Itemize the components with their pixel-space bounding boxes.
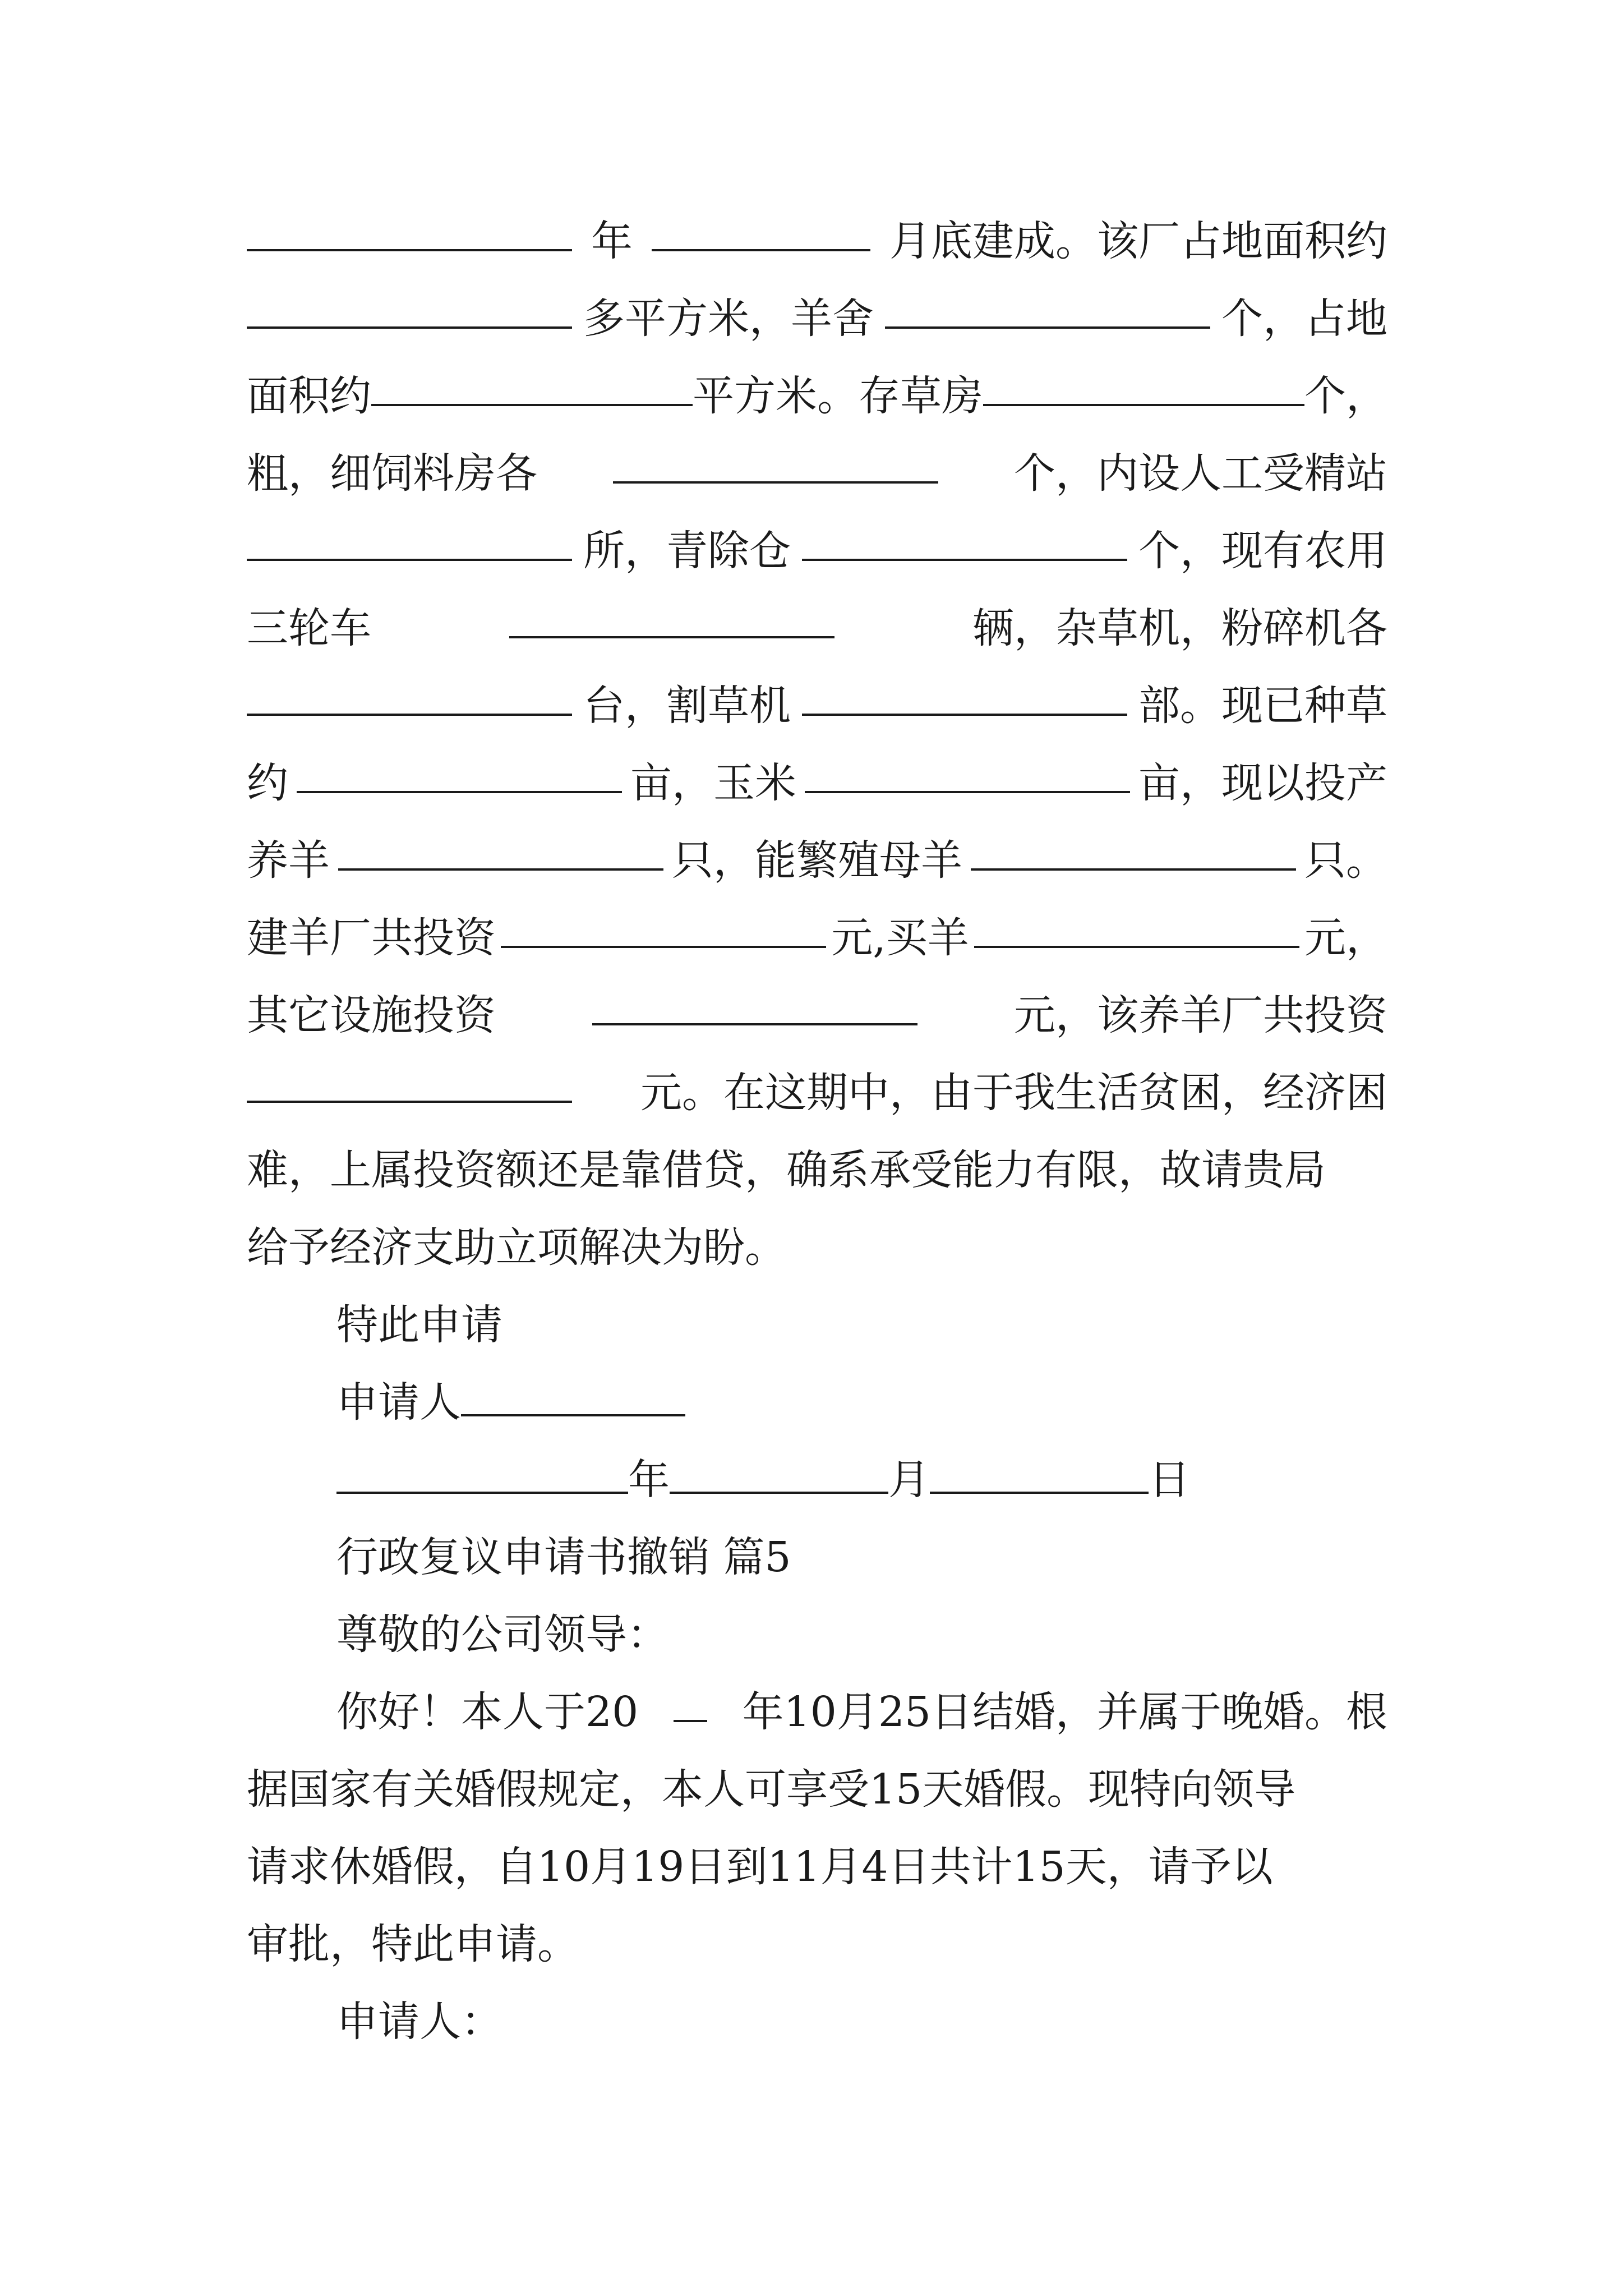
- text-line: [247, 1756, 1387, 1823]
- month-label: 月: [888, 1456, 930, 1504]
- text-segment: 元。在这期中，由于我生活贫困，经济困: [640, 1069, 1387, 1117]
- applicant-label: 申请人：: [336, 1998, 502, 2046]
- text-segment: 行政复议申请书撤销 篇5: [336, 1533, 791, 1581]
- fill-blank: [338, 827, 663, 871]
- year-label: 年: [628, 1456, 670, 1504]
- text-segment: 个，现有农用: [1138, 527, 1387, 575]
- fill-blank: [297, 749, 622, 793]
- text-segment: 尊敬的公司领导：: [336, 1611, 668, 1659]
- text-segment: 建羊厂共投资: [247, 914, 496, 962]
- text-segment: 年: [591, 217, 633, 265]
- text-segment: 亩，玉米: [630, 759, 796, 807]
- closing-text: [336, 1291, 1387, 1359]
- text-line: [247, 285, 1387, 352]
- fill-blank: [371, 362, 693, 406]
- salutation: [336, 1601, 1387, 1668]
- applicant-label: 申请人: [336, 1378, 461, 1427]
- fill-blank: [652, 208, 870, 251]
- fill-blank: [983, 362, 1304, 406]
- text-segment: 给予经济支助立项解决为盼。: [247, 1223, 786, 1272]
- text-segment: 你好！本人于20: [336, 1688, 639, 1736]
- text-segment: 请求休婚假，自10月19日到11月4日共计15天，请予以: [247, 1843, 1273, 1891]
- text-line: [247, 595, 1387, 662]
- text-line: [247, 517, 1387, 585]
- text-line: [336, 1678, 1387, 1746]
- text-line: [247, 440, 1387, 507]
- text-segment: 粗，细饲料房各: [247, 449, 537, 498]
- fill-blank: [247, 1059, 572, 1103]
- text-line: [247, 672, 1387, 739]
- text-segment: 养羊: [247, 836, 330, 885]
- text-segment: 据国家有关婚假规定，本人可享受15天婚假。现特向领导: [247, 1765, 1296, 1814]
- day-blank: [930, 1450, 1149, 1494]
- text-segment: 元，: [1304, 914, 1387, 962]
- text-segment: 元,买羊: [831, 914, 969, 962]
- fill-blank: [247, 285, 572, 329]
- signature-blank: [461, 1373, 685, 1416]
- text-segment: 三轮车: [247, 604, 371, 652]
- signature-line: [336, 1988, 1387, 2055]
- text-segment: 只，能繁殖母羊: [672, 836, 962, 885]
- fill-blank: [974, 904, 1299, 948]
- fill-blank: [885, 285, 1210, 329]
- text-line: [247, 1833, 1387, 1901]
- fill-blank: [802, 517, 1127, 561]
- text-line: [247, 982, 1387, 1049]
- text-line: [247, 827, 1387, 894]
- text-line: [247, 1137, 1387, 1204]
- fill-blank: [247, 208, 572, 251]
- text-segment: 元，该养羊厂共投资: [1014, 991, 1387, 1039]
- text-segment: 年10月25日结婚，并属于晚婚。根: [742, 1688, 1387, 1736]
- text-segment: 个，: [1304, 372, 1387, 420]
- text-line: [247, 904, 1387, 972]
- month-blank: [670, 1450, 888, 1494]
- text-segment: 难，上属投资额还是靠借贷，确系承受能力有限，故请贵局: [247, 1146, 1326, 1194]
- fill-blank: [247, 672, 572, 716]
- text-line: [247, 208, 1387, 275]
- text-segment: 个，占地: [1221, 295, 1387, 343]
- fill-blank: [805, 749, 1130, 793]
- year-blank: [336, 1450, 628, 1494]
- text-segment: 台，割草机: [583, 682, 791, 730]
- text-segment: 辆，杂草机，粉碎机各: [972, 604, 1387, 652]
- text-segment: 多平方米，羊舍: [583, 295, 874, 343]
- text-segment: 月底建成。该厂占地面积约: [889, 217, 1387, 265]
- section-title: [336, 1524, 1387, 1591]
- fill-blank: [802, 672, 1127, 716]
- text-segment: 部。现已种草: [1138, 682, 1387, 730]
- fill-blank: [613, 440, 938, 484]
- text-segment: 亩，现以投产: [1138, 759, 1387, 807]
- text-segment: 所，青除仓: [583, 527, 791, 575]
- fill-blank: [592, 982, 917, 1025]
- text-segment: 个，内设人工受精站: [1014, 449, 1387, 498]
- fill-blank: [501, 904, 826, 948]
- text-line: [247, 1911, 1387, 1978]
- text-segment: 其它设施投资: [247, 991, 496, 1039]
- text-segment: 只。: [1304, 836, 1387, 885]
- text-segment: 约: [247, 759, 288, 807]
- text-line: [247, 749, 1387, 817]
- text-segment: 面积约: [247, 372, 371, 420]
- text-line: [247, 1059, 1387, 1126]
- text-line: [247, 362, 1387, 430]
- fill-blank: [971, 827, 1296, 871]
- signature-line: [336, 1369, 1387, 1436]
- date-line: [336, 1446, 1387, 1513]
- fill-blank: [247, 517, 572, 561]
- text-segment: 特此申请: [336, 1301, 502, 1349]
- day-label: 日: [1149, 1456, 1190, 1504]
- fill-blank: [509, 595, 834, 638]
- text-segment: 平方米。存草房: [693, 372, 983, 420]
- fill-blank: [674, 1678, 707, 1722]
- text-segment: 审批，特此申请。: [247, 1920, 579, 1968]
- text-line: [247, 1214, 1387, 1281]
